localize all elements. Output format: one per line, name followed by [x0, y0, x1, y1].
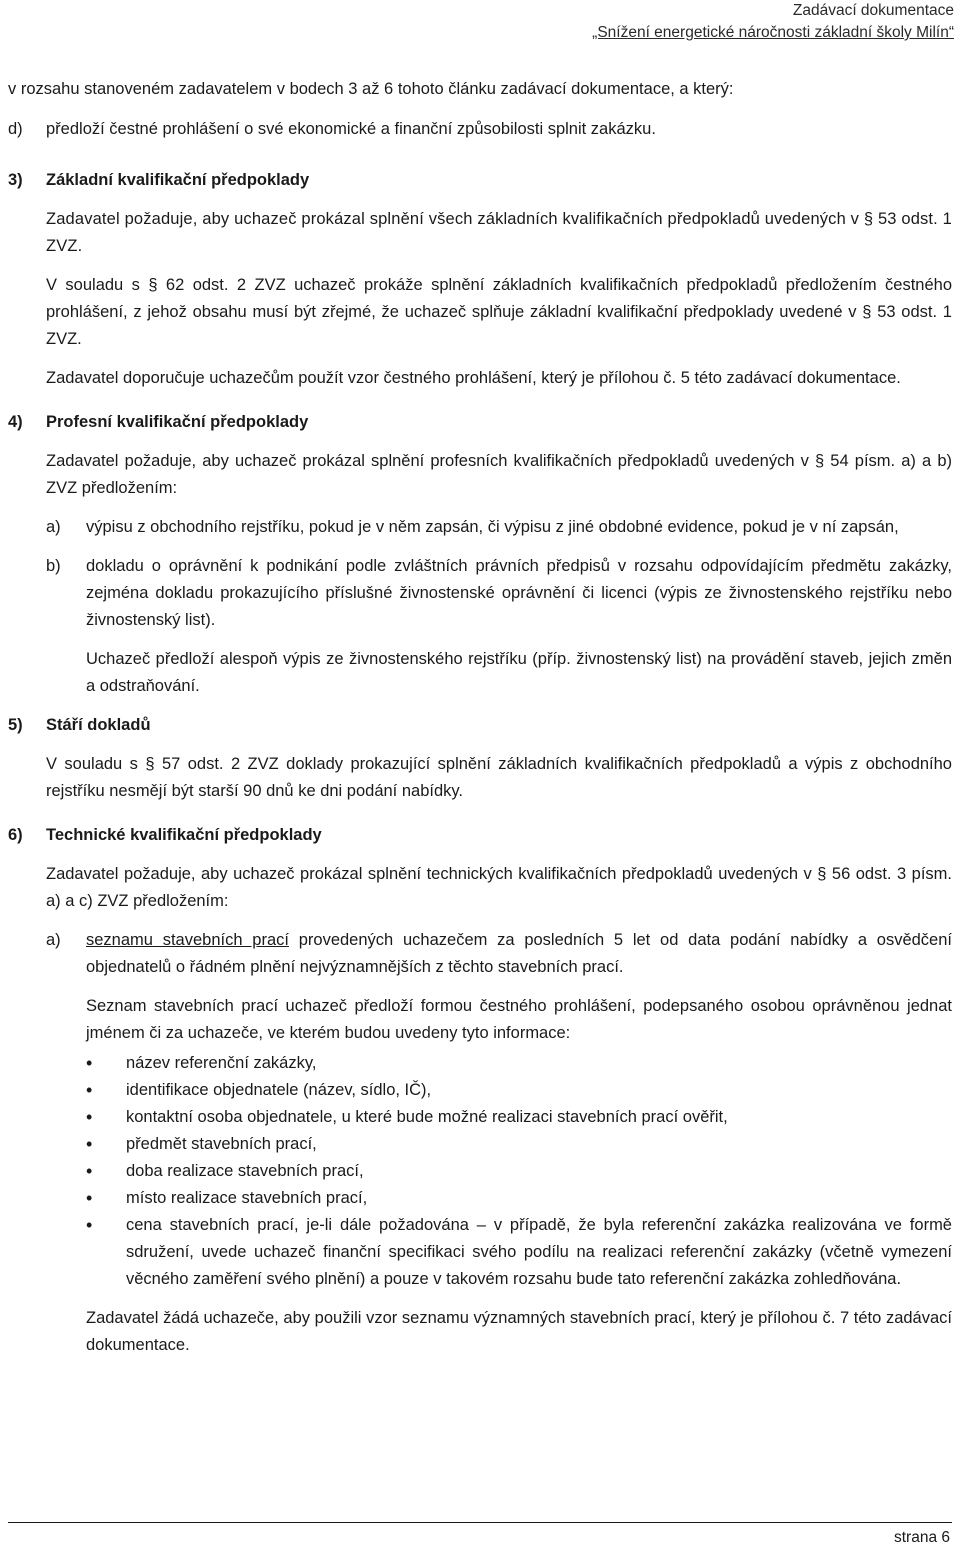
intro-text: v rozsahu stanoveném zadavatelem v bodech 3 až 6 tohoto článku zadávací dokumentace, a který:: [8, 80, 734, 98]
document-header: [592, 0, 954, 44]
section-title: Stáří dokladů: [46, 716, 151, 734]
list-item-d: [8, 116, 952, 143]
item-label: a): [46, 931, 61, 949]
section-3-paragraph-2: V souladu s § 62 odst. 2 ZVZ uchazeč prokáže splnění základních kvalifikačních předpokladů předložením čestného prohlášení, z jehož obsahu musí být zřejmé, že uchazeč splňuje základní kvalifikační předpoklady uvedené v § 53 odst. 1 ZVZ.: [46, 276, 952, 348]
section-5-heading: [8, 712, 952, 739]
item-text: [86, 927, 952, 981]
section-number: 5): [8, 716, 23, 734]
section-6-paragraph-1: Zadavatel požaduje, aby uchazeč prokázal splnění technických kvalifikačních předpokladů uvedených v § 56 odst. 3 písm. a) a c) ZVZ předložením:: [46, 865, 952, 910]
section-title: Profesní kvalifikační předpoklady: [46, 413, 309, 431]
list-item: • cena stavebních prací, je-li dále požadována – v případě, že byla referenční zakázka realizována ve formě sdružení, uvede uchazeč finanční specifikaci svého podílu na realizaci referenční zakázky (včetně vymezení věcného zaměření svého plnění) a pouze v takovém rozsahu bude tato referenční zakázka zohledňována.: [8, 1212, 952, 1293]
section-3-heading: [8, 167, 952, 194]
list-item: • předmět stavebních prací,: [8, 1131, 952, 1158]
item-label: d): [8, 120, 23, 138]
bullet-icon: •: [86, 1188, 93, 1208]
item-text: výpisu z obchodního rejstříku, pokud je v něm zapsán, či výpisu z jiné obdobné evidence, pokud je v ní zapsán,: [86, 518, 899, 536]
section-4-paragraph-1: Zadavatel požaduje, aby uchazeč prokázal splnění profesních kvalifikačních předpokladů uvedených v § 54 písm. a) a b) ZVZ předložením:: [46, 452, 952, 497]
bullet-icon: •: [86, 1161, 93, 1181]
section-6-heading: [8, 822, 952, 849]
section-title: Technické kvalifikační předpoklady: [46, 826, 322, 844]
section-number: 6): [8, 826, 23, 844]
underlined-term: seznamu stavebních prací: [86, 931, 289, 949]
bullet-list: [8, 1050, 952, 1293]
item-label: b): [46, 557, 61, 575]
header-subtitle: „Snížení energetické náročnosti základní školy Milín“: [592, 24, 954, 41]
list-item: • název referenční zakázky,: [8, 1050, 952, 1077]
section-4-heading: [8, 409, 952, 436]
section-6-paragraph-3: Zadavatel žádá uchazeče, aby použili vzor seznamu významných stavebních prací, který je přílohou č. 7 této zadávací dokumentace.: [86, 1309, 952, 1354]
section-5-paragraph-1: V souladu s § 57 odst. 2 ZVZ doklady prokazující splnění základních kvalifikačních předpokladů a výpis z obchodního rejstříku nesmějí být starší 90 dnů ke dni podání nabídky.: [46, 755, 952, 800]
section-6-paragraph-2: Seznam stavebních prací uchazeč předloží formou čestného prohlášení, podepsaného osobou oprávněnou jednat jménem či za uchazeče, ve kterém budou uvedeny tyto informace:: [86, 997, 952, 1042]
section-number: 3): [8, 171, 23, 189]
header-title: Zadávací dokumentace: [792, 2, 954, 19]
section-title: Základní kvalifikační předpoklady: [46, 171, 310, 189]
list-item-a: [8, 927, 952, 981]
list-item: • identifikace objednatele (název, sídlo, IČ),: [8, 1077, 952, 1104]
section-3-paragraph-3: Zadavatel doporučuje uchazečům použít vzor čestného prohlášení, který je přílohou č. 5 této zadávací dokumentace.: [46, 369, 901, 387]
footer-divider: [8, 1522, 952, 1523]
section-4-note: Uchazeč předloží alespoň výpis ze živnostenského rejstříku (příp. živnostenský list) na provádění staveb, jejich změn a odstraňování.: [86, 650, 952, 695]
item-text: předloží čestné prohlášení o své ekonomické a finanční způsobilosti splnit zakázku.: [46, 120, 656, 138]
item-text-rest: provedených uchazečem za posledních 5 let od data podání nabídky a osvědčení objednatelů o řádném plnění nejvýznamnějších z těchto stavebních prací.: [86, 931, 952, 976]
item-label: a): [46, 518, 61, 536]
list-item: • doba realizace stavebních prací,: [8, 1158, 952, 1185]
item-text: dokladu o oprávnění k podnikání podle zvláštních právních předpisů v rozsahu odpovídajícím předmětu zakázky, zejména dokladu prokazujícího příslušné živnostenské oprávnění či licenci (výpis ze živnostenského rejstříku nebo živnostenský list).: [86, 557, 952, 629]
page-body: [8, 76, 952, 1359]
bullet-icon: •: [86, 1053, 93, 1073]
bullet-icon: •: [86, 1215, 93, 1235]
bullet-icon: •: [86, 1134, 93, 1154]
list-item: • místo realizace stavebních prací,: [8, 1185, 952, 1212]
list-item-b: [8, 553, 952, 634]
bullet-icon: •: [86, 1107, 93, 1127]
section-3-paragraph-1: Zadavatel požaduje, aby uchazeč prokázal splnění všech základních kvalifikačních předpokladů uvedených v § 53 odst. 1 ZVZ.: [46, 210, 952, 255]
list-item: • kontaktní osoba objednatele, u které bude možné realizaci stavebních prací ověřit,: [8, 1104, 952, 1131]
bullet-icon: •: [86, 1080, 93, 1100]
list-item-a: [8, 514, 952, 541]
page-number: strana 6: [893, 1529, 950, 1546]
section-number: 4): [8, 413, 23, 431]
